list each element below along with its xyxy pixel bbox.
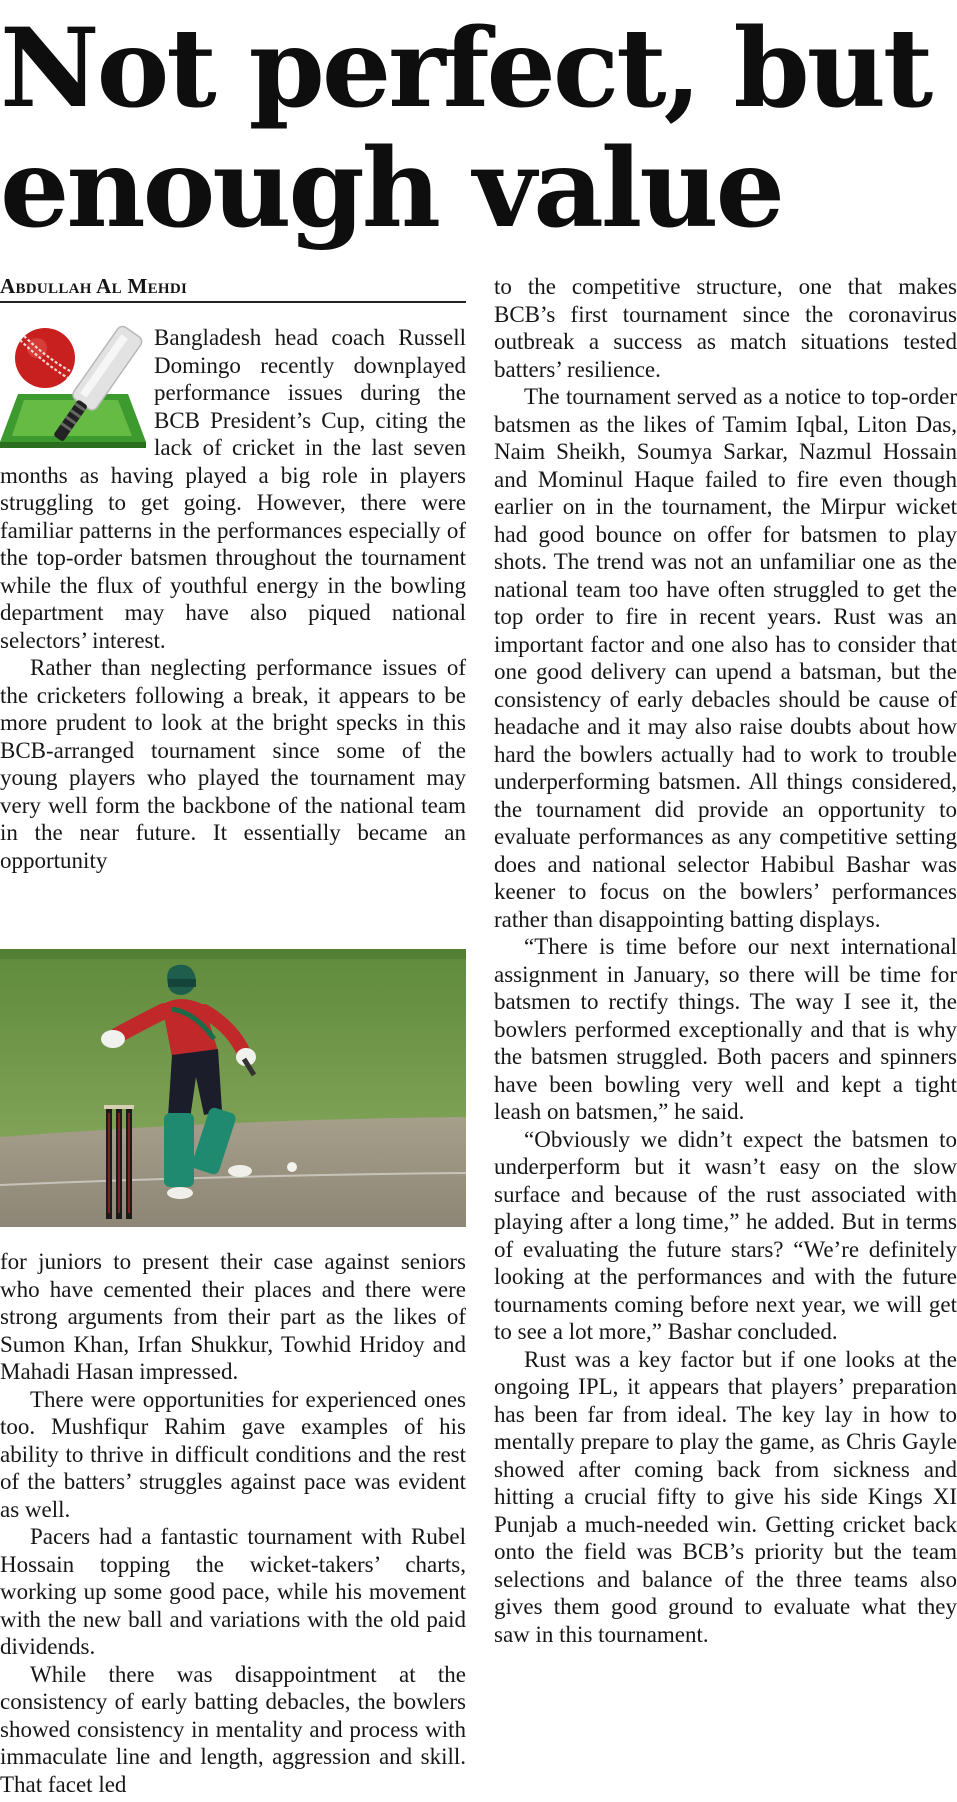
paragraph: Rust was a key factor but if one looks at the ongoing IPL, it appears that players’ preparation has been far from ideal. The key lay in how to mentally prepare to play the game, as Chris Gayle showed after coming back from sickness and hitting a crucial fifty to give his side Kings XI Punjab a much-needed win. Getting cricket back onto the field was BCB’s priority but the team selections and balance of the three teams also gives them good ground to evaluate what they saw in this tournament. [494, 1346, 957, 1647]
paragraph: Rather than neglecting performance issues of the cricketers following a break, it appears to be more prudent to look at the bright specks in this BCB-arranged tournament since some of the young players who played the tournament may very well form the backbone of the national team in the near future. It essentially became an opportunity [0, 655, 466, 873]
byline: Abdullah Al Mehdi [0, 271, 466, 303]
paragraph: “There is time before our next international assignment in January, so there will be time for batsmen to rectify things. The way I see it, the bowlers performed exceptionally and that is why the batsmen struggled. Both pacers and spinners have been bowling very well and kept a tight leash on batsmen,” he said. [494, 934, 957, 1124]
paragraph: Pacers had a fantastic tournament with Rubel Hossain topping the wicket-takers’ charts, working up some good pace, while his movement with the new ball and variations with the old paid dividends. [0, 1524, 466, 1659]
batsman-at-crease-photo [0, 949, 466, 1227]
paragraph: to the competitive structure, one that makes BCB’s first tournament since the coronavirus outbreak a success as match situations tested batters’ resilience. [494, 274, 957, 382]
cricket-ball-bat-icon [0, 324, 146, 458]
paragraph: Bangladesh head coach Russell Domingo recently downplayed performance issues during the BCB President’s Cup, citing the lack of cricket in the last seven months as having played a big role in players struggling to get going. However, there were familiar patterns in the performances especially of the top-order batsmen throughout the tournament while the flux of youthful energy in the bowling department may have also piqued national selectors’ interest. [0, 325, 466, 653]
paragraph: “Obviously we didn’t expect the batsmen to underperform but it wasn’t easy on the slow surface and because of the rust associated with playing after a long time,” he added. But in terms of evaluating the future stars? “We’re definitely looking at the performances and with the future tournaments coming before next year, we will get to see a lot more,” Bashar concluded. [494, 1126, 957, 1344]
article-column-right [494, 273, 957, 1800]
article-column-left-top [0, 324, 466, 930]
paragraph: The tournament served as a notice to top-order batsmen as the likes of Tamim Iqbal, Liton Das, Naim Sheikh, Soumya Sarkar, Nazmul Hossain and Mominul Haque failed to fire even though earlier on in the tournament, the Mirpur wicket had good bounce on offer for batsmen to play shots. The trend was not an unfamiliar one as the national team too have often struggled to get the top order to fire in recent years. Rust was an important factor and one also has to consider that one good delivery can upend a batsman, but the consistency of early debacles should be cause of headache and it may also raise doubts about how hard the bowlers actually had to work to trouble underperforming batsmen. All things considered, the tournament did provide an opportunity to evaluate performances as any competitive setting does and national selector Habibul Bashar was keener to focus on the bowlers’ performances rather than disappointing batting displays. [494, 384, 957, 932]
paragraph: for juniors to present their case against seniors who have cemented their places and there were strong arguments from their part as the likes of Sumon Khan, Irfan Shukkur, Towhid Hridoy and Mahadi Hasan impressed. [0, 1249, 466, 1384]
paragraph: While there was disappointment at the consistency of early batting debacles, the bowlers showed consistency in mentality and process with immaculate line and length, aggression and skill. That facet led [0, 1661, 466, 1796]
paragraph: There were opportunities for experienced ones too. Mushfiqur Rahim gave examples of his ability to thrive in difficult conditions and the rest of the batters’ struggles against pace was evident as well. [0, 1386, 466, 1522]
headline: Not perfect, but enough value [0, 4, 931, 252]
article-column-left-bottom [0, 1248, 466, 1796]
